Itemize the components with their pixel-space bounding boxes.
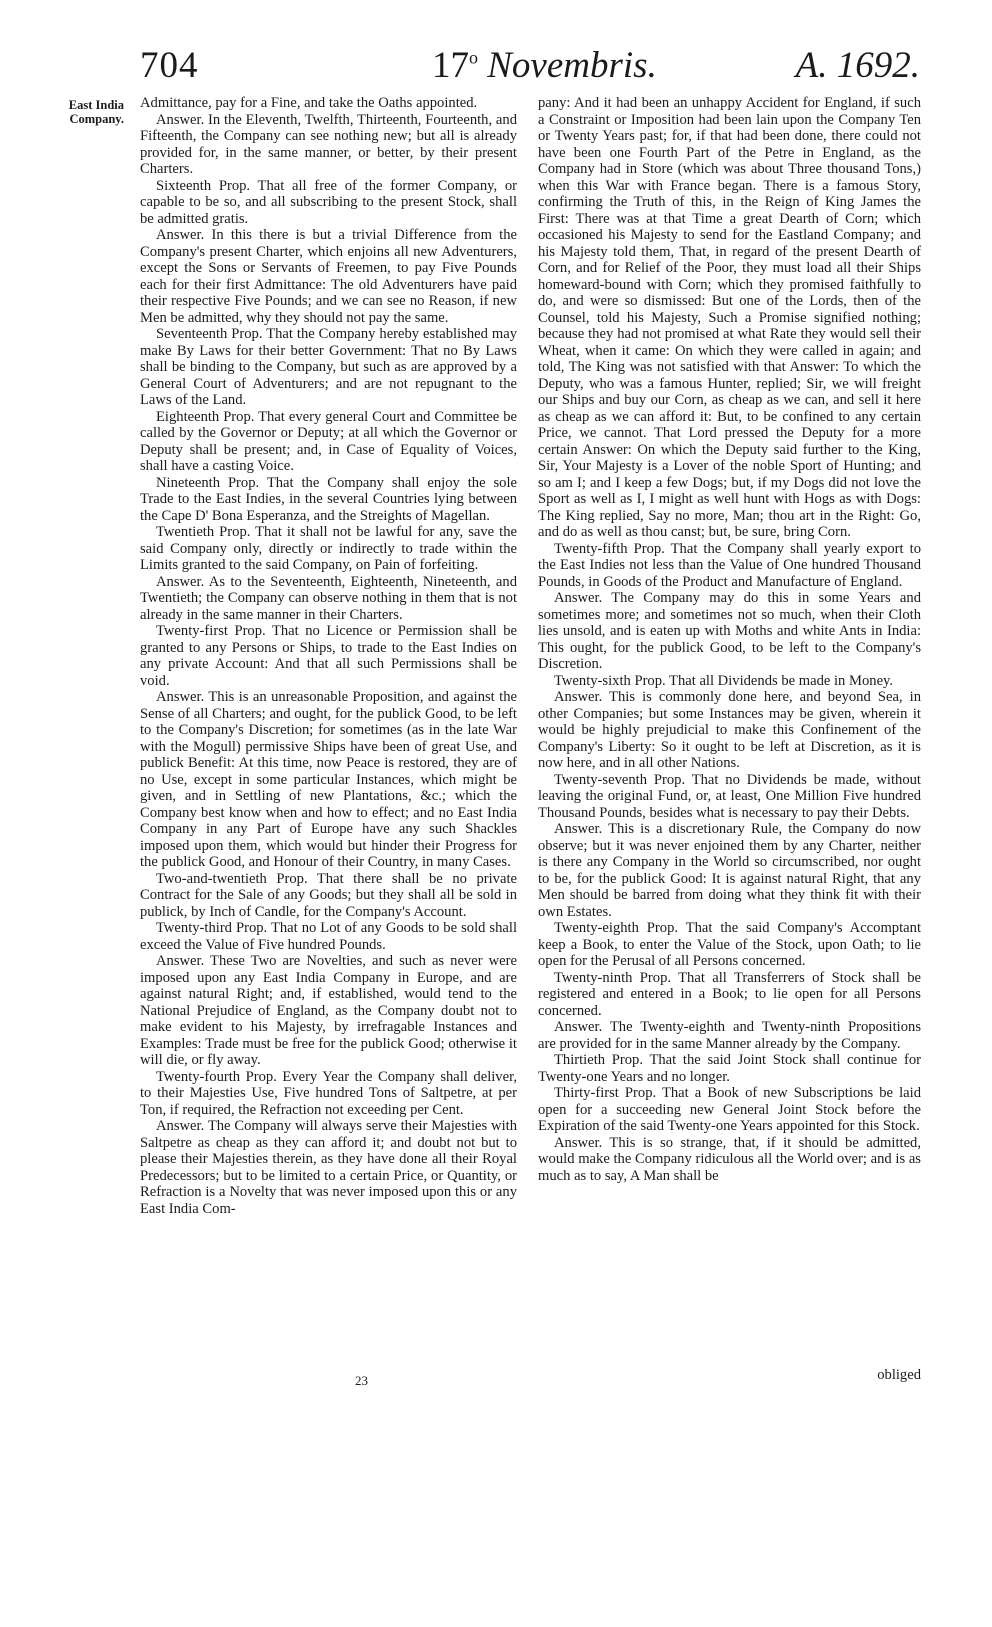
right-column <box>538 95 921 1184</box>
header-year: A. 1692. <box>795 45 920 86</box>
paragraph: Nineteenth Prop. That the Company shall enjoy the sole Trade to the East Indies, in the several Countries lying between the Cape D' Bona Esperanza, and the Streights of Magellan. <box>140 474 517 524</box>
paragraph: Twenty-eighth Prop. That the said Company's Accomptant keep a Book, to enter the Value of the Stock, upon Oath; to lie open for the Perusal of all Persons concerned. <box>538 920 921 969</box>
paragraph: Answer. The Company may do this in some Years and sometimes more; and sometimes not so much, when their Cloth lies unsold, and is eaten up with Moths and white Ants in India: This ought, for the publick Good, to be left to the Company's Discretion. <box>538 590 921 672</box>
paragraph: Twenty-first Prop. That no Licence or Permission shall be granted to any Persons or Ships, to trade to the East Indies on any private Account: And that all such Permissions shall be void. <box>140 623 517 689</box>
signature-mark: 23 <box>355 1373 368 1388</box>
paragraph: Twenty-ninth Prop. That all Transferrers of Stock shall be registered and entered in a Book; to lie open for all Persons concerned. <box>538 969 921 1019</box>
paragraph: Answer. The Twenty-eighth and Twenty-ninth Propositions are provided for in the same Manner already by the Company. <box>538 1019 921 1052</box>
margin-note-line: East India <box>68 98 124 112</box>
paragraph: Seventeenth Prop. That the Company hereby established may make By Laws for their better Government: That no By Laws shall be binding to the Company, but such as are approved by a General Court of Adventurers; and are not repugnant to the Laws of the Land. <box>140 326 517 408</box>
paragraph: Twenty-seventh Prop. That no Dividends be made, without leaving the original Fund, or, at least, One Million Five hundred Thousand Pounds, besides what is necessary to pay their Debts. <box>538 771 921 821</box>
paragraph: Thirtieth Prop. That the said Joint Stock shall continue for Twenty-one Years and no longer. <box>538 1052 921 1085</box>
paragraph: Answer. This is an unreasonable Proposition, and against the Sense of all Charters; and ought, for the publick Good, to be left to the Company's Discretion; for sometimes (as in the late War with the Mogull) permissive Ships have been of great Use, and publick Benefit: At this time, now Peace is restored, they are of no Use, except in some particular Instances, which might be given, and in Settling of new Plantations, &c.; which the Company best know when and how to effect; and no East India Company in any Part of Europe have any such Shackles imposed upon them, which would but hinder their Progress for the publick Good, and Honour of their Country, in many Cases. <box>140 689 517 870</box>
paragraph: Twentieth Prop. That it shall not be lawful for any, save the said Company only, directly or indirectly to trade within the Limits granted to the said Company, on Pain of forfeiting. <box>140 524 517 573</box>
paragraph: Sixteenth Prop. That all free of the former Company, or capable to be so, and all subscribing to the present Stock, shall be admitted gratis. <box>140 177 517 227</box>
catchword: obliged <box>877 1367 921 1383</box>
paragraph: Answer. This is so strange, that, if it should be admitted, would make the Company ridiculous all the World over; and is as much as to say, A Man shall be <box>538 1134 921 1184</box>
header-day-ordinal: o <box>469 47 478 68</box>
paragraph: Answer. These Two are Novelties, and such as never were imposed upon any East India Company in Europe, and are against natural Right; and, if established, would tend to the National Prejudice of England, as the Company doubt not to make evident to his Majesty, by irrefragable Instances and Examples: Trade must be free for the publick Good; otherwise it will die, or fly away. <box>140 953 517 1068</box>
paragraph: Answer. The Company will always serve their Majesties with Saltpetre as cheap as they can afford it; and doubt not but to please their Majesties therein, as they have done all their Royal Predecessors; but to be limited to a certain Price, or Quantity, or Refraction is a Novelty that was never imposed upon this or any East India Com- <box>140 1118 517 1217</box>
paragraph: Admittance, pay for a Fine, and take the Oaths appointed. <box>140 95 478 111</box>
margin-note-line: Company. <box>69 112 124 126</box>
paragraph: Thirty-first Prop. That a Book of new Subscriptions be laid open for a succeeding new General Joint Stock before the Expiration of the said Twenty-one Years appointed for this Stock. <box>538 1085 921 1134</box>
paragraph: Twenty-fifth Prop. That the Company shall yearly export to the East Indies not less than the Value of One hundred Thousand Pounds, in Goods of the Product and Manufacture of England. <box>538 540 921 590</box>
margin-note <box>58 98 124 126</box>
paragraph: Twenty-fourth Prop. Every Year the Company shall deliver, to their Majesties Use, Five hundred Tons of Saltpetre, at per Ton, if required, the Refraction not exceeding per Cent. <box>140 1068 517 1118</box>
paragraph: Answer. In the Eleventh, Twelfth, Thirteenth, Fourteenth, and Fifteenth, the Company can see nothing new; but all is already provided for, in the same manner, or better, by their present Charters. <box>140 111 517 177</box>
left-column <box>140 95 517 1217</box>
paragraph: Answer. This is a discretionary Rule, the Company do now observe; but it was never enjoined them by any Charter, neither is there any Company in the World so circumscribed, nor ought to be, for the publick Good: It is against natural Right, that any Men should be barred from doing what they think fit with their own Estates. <box>538 821 921 920</box>
header-day: 17 <box>432 45 469 86</box>
page-header <box>140 44 920 94</box>
paragraph: Two-and-twentieth Prop. That there shall be no private Contract for the Sale of any Goods; but they shall all be sold in publick, by Inch of Candle, for the Company's Account. <box>140 870 517 920</box>
paragraph: pany: And it had been an unhappy Accident for England, if such a Constraint or Imposition had been lain upon the Company Ten or Twenty Years past; for, if that had been done, there could not have been one Fourth Part of the Petre in England, as the Company had in Store (which was about Three thousand Tons,) when this War with France began. There is a famous Story, confirming the Truth of this, in the Reign of King James the First: There was at that Time a great Dearth of Corn; which occasioned his Majesty to send for the Eastland Company; and his Majesty told them, That, in regard of the present Dearth of Corn, and for Relief of the Poor, they must load all their Ships homeward-bound with Corn; which they promised faithfully to do, and were so dismissed: But one of the Lords, then of the Counsel, told his Majesty, Such a Promise signified nothing; because they had not promised at what Rate they would sell their Wheat, when it came: On which they were called in again; and told, The King was not satisfied with that Answer: To which the Deputy, who was a famous Hunter, replied; Sir, we will freight our Ships and buy our Corn, as cheap as we can, and sell it here as cheap as we can afford it: But, to be confined to any certain Price, we cannot. That Lord pressed the Deputy for a more certain Answer: On which the Deputy said further to the King, Sir, Your Majesty is a Lover of the noble Sport of Hunting; and so am I; and I keep a few Dogs; but, if my Dogs did not love the Sport as well as I, I might as well hunt with Hogs as with Dogs: The King replied, Say no more, Man; thou art in the Right: Go, and do as well as thou canst; but, be sure, bring Corn. <box>538 95 921 540</box>
paragraph: Twenty-sixth Prop. That all Dividends be made in Money. <box>554 672 894 689</box>
paragraph: Answer. In this there is but a trivial Difference from the Company's present Charter, which enjoins all new Adventurers, except the Sons or Servants of Freemen, to pay Five Pounds each for their first Admittance: The old Adventurers have paid their respective Five Pounds; and we can see no Reason, if new Men be admitted, why they should not pay the same. <box>140 227 517 326</box>
header-date <box>432 44 657 87</box>
page-number: 704 <box>140 45 199 86</box>
paragraph: Twenty-third Prop. That no Lot of any Goods to be sold shall exceed the Value of Five hundred Pounds. <box>140 920 517 953</box>
paragraph: Answer. This is commonly done here, and beyond Sea, in other Companies; but some Instances may be given, wherein it would be highly prejudicial to make this Confinement of the Company's Liberty: So it ought to be left at Discretion, as it is now here, and in all other Nations. <box>538 689 921 771</box>
paragraph: Answer. As to the Seventeenth, Eighteenth, Nineteenth, and Twentieth; the Company can observe nothing in them that is not already in the same manner in their Charters. <box>140 573 517 623</box>
paragraph: Eighteenth Prop. That every general Court and Committee be called by the Governor or Deputy; at all which the Governor or Deputy shall be present; and, in Case of Equality of Voices, shall have a casting Voice. <box>140 408 517 474</box>
header-month: Novembris. <box>487 45 657 86</box>
